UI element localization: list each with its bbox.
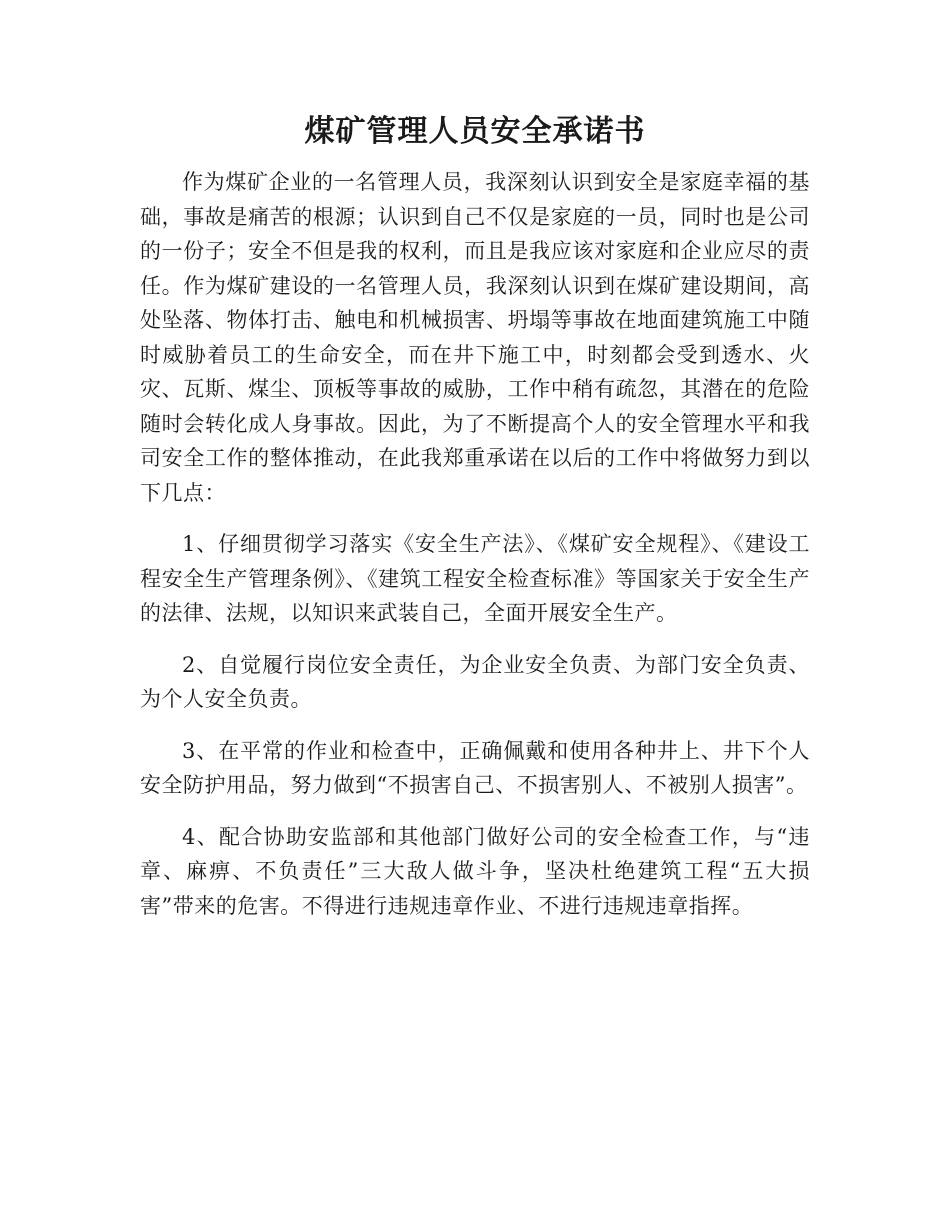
commitment-item-1: 1、仔细贯彻学习落实《安全生产法》、《煤矿安全规程》、《建设工程安全生产管理条例》、《建筑工程安全检查标准》等国家关于安全生产的法律、法规，以知识来武装自己，全面开展安全生产。	[140, 532, 810, 625]
intro-paragraph: 作为煤矿企业的一名管理人员，我深刻认识到安全是家庭幸福的基础，事故是痛苦的根源；认识到自己不仅是家庭的一员，同时也是公司的一份子；安全不但是我的权利，而且是我应该对家庭和企业应尽的责任。作为煤矿建设的一名管理人员，我深刻认识到在煤矿建设期间，高处坠落、物体打击、触电和机械损害、坍塌等事故在地面建筑施工中随时威胁着员工的生命安全，而在井下施工中，时刻都会受到透水、火灾、瓦斯、煤尘、顶板等事故的威胁，工作中稍有疏忽，其潜在的危险随时会转化成人身事故。因此，为了不断提高个人的安全管理水平和我司安全工作的整体推动，在此我郑重承诺在以后的工作中将做努力到以下几点：	[140, 170, 810, 505]
document-body	[140, 165, 810, 923]
commitment-item-2: 2、自觉履行岗位安全责任，为企业安全负责、为部门安全负责、为个人安全负责。	[140, 652, 810, 711]
commitment-item-3: 3、在平常的作业和检查中，正确佩戴和使用各种井上、井下个人安全防护用品，努力做到“不损害自己、不损害别人、不被别人损害”。	[140, 738, 810, 797]
commitment-item-4: 4、配合协助安监部和其他部门做好公司的安全检查工作，与“违章、麻痹、不负责任”三大敌人做斗争，坚决杜绝建筑工程“五大损害”带来的危害。不得进行违规违章作业、不进行违规违章指挥。	[140, 824, 810, 918]
document-title: 煤矿管理人员安全承诺书	[304, 114, 646, 149]
